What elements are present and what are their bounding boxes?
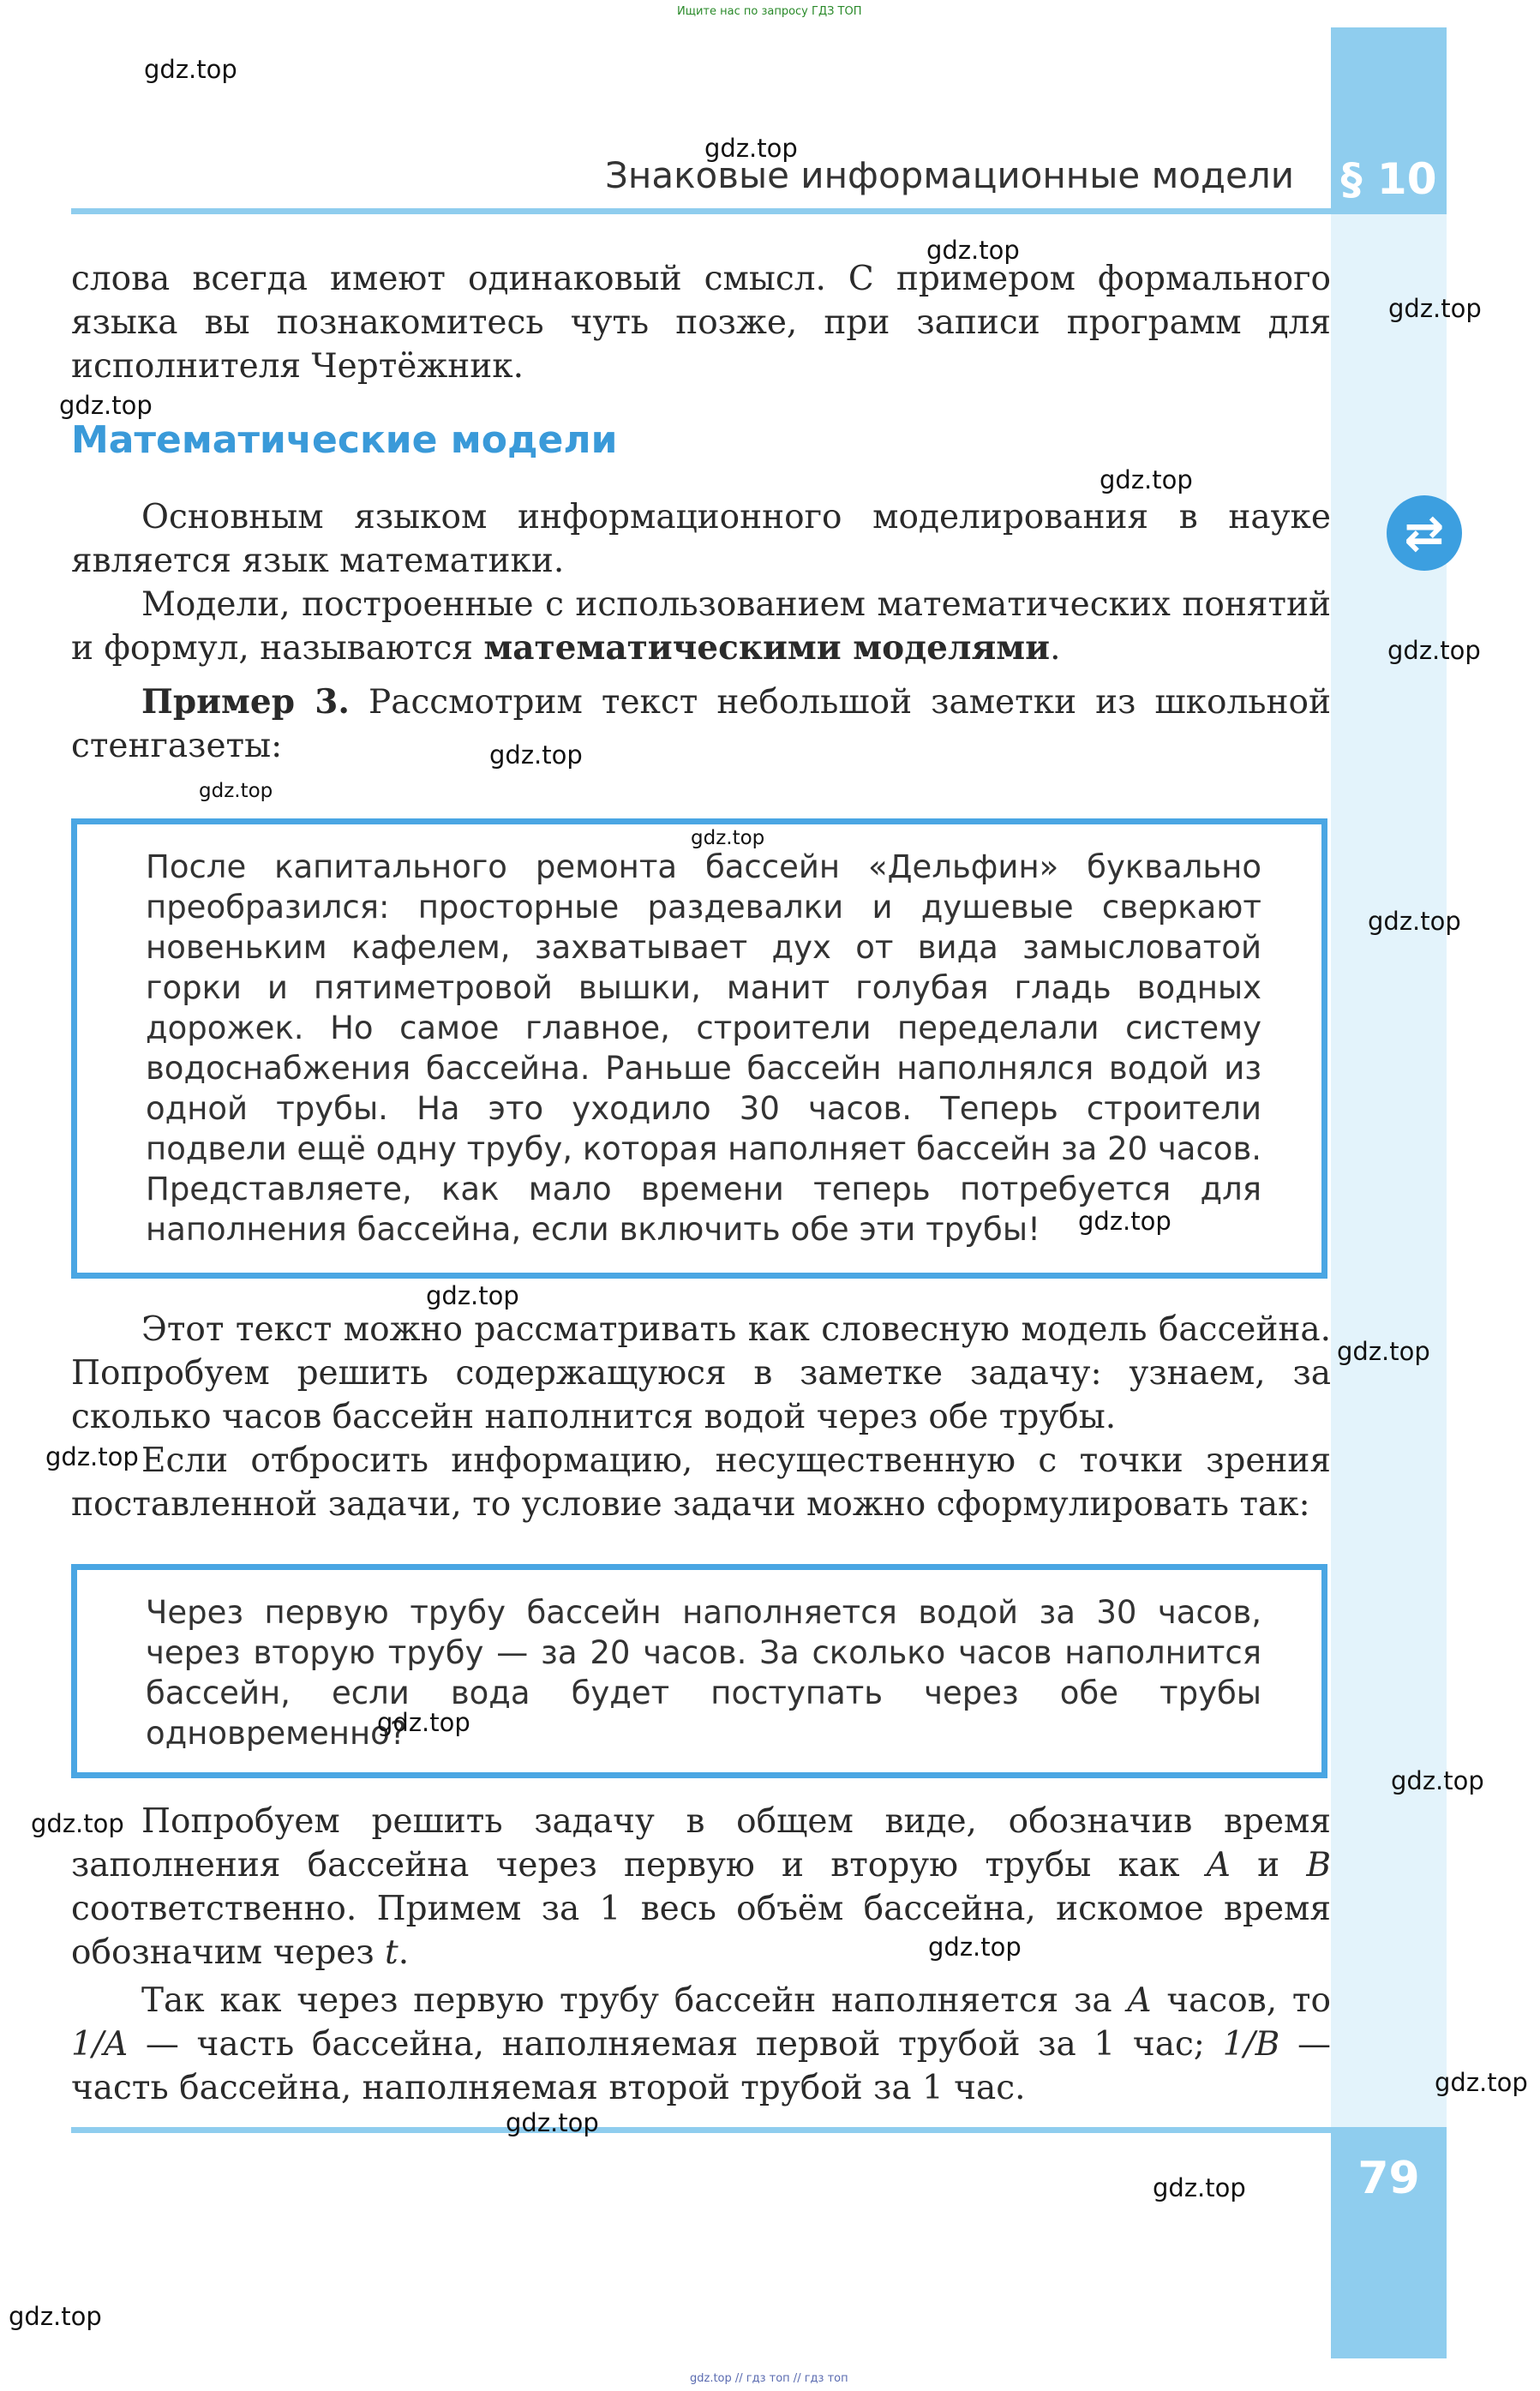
- paragraph-1: Основным языком информационного моделирования в науке является язык математики.: [71, 498, 1331, 580]
- watermark: gdz.top: [1337, 1337, 1430, 1366]
- header-rule: [71, 208, 1331, 214]
- watermark: gdz.top: [1078, 1207, 1171, 1236]
- newspaper-note-text: После капитального ремонта бассейн «Дельфин» буквально преобразился: просторные раздевалки и душевые сверкают новеньким кафелем, захватывает дух от вида замысловатой горки и пятиметровой вышки, манит голубая гладь водных дорожек. Но самое главное, строители переделали систему водоснабжения бассейна. Раньше бассейн наполнялся водой из одной трубы. На это уходило 30 часов. Теперь строители подвели ещё одну трубу, которая наполняет бассейн за 20 часов. Представляете, как мало времени теперь потребуется для наполнения бассейна, если включить обе эти трубы!: [146, 848, 1262, 1248]
- paragraph-5: Попробуем решить задачу в общем виде, обозначив время заполнения бассейна через первую и вторую трубы как A и B соответственно. Примем за 1 весь объём бассейна, искомое время обозначим через t.: [71, 1802, 1331, 1972]
- page-number: 79: [1357, 2153, 1420, 2204]
- section-heading: Математические модели: [71, 418, 618, 462]
- example-label: Пример 3.: [141, 682, 350, 722]
- watermark: gdz.top: [199, 780, 273, 802]
- paragraph-2: Модели, построенные с использованием математических понятий и формул, называются математическими моделями.: [71, 585, 1331, 668]
- watermark: gdz.top: [1153, 2173, 1246, 2202]
- page-number-tab: [1331, 2127, 1447, 2358]
- watermark: gdz.top: [144, 55, 237, 84]
- watermark: gdz.top: [426, 1281, 519, 1310]
- watermark: gdz.top: [691, 827, 765, 849]
- section-tab: [1331, 27, 1447, 214]
- analysis-paragraphs: [71, 1308, 1331, 1526]
- bottom-notice: gdz.top // гдз топ // гдз топ: [690, 2372, 848, 2385]
- watermark: gdz.top: [1435, 2068, 1528, 2097]
- intro-paragraph: [71, 257, 1331, 388]
- intro-text: слова всегда имеют одинаковый смысл. С примером формального языка вы познакомитесь чуть позже, при записи программ для исполнителя Чертёжник.: [71, 260, 1331, 386]
- watermark: gdz.top: [704, 134, 798, 163]
- watermark: gdz.top: [45, 1442, 139, 1471]
- watermark: gdz.top: [926, 236, 1020, 265]
- paragraph-4: Если отбросить информацию, несущественную с точки зрения поставленной задачи, то условие задачи можно сформулировать так:: [71, 1441, 1331, 1524]
- problem-statement-box: [71, 1564, 1327, 1778]
- watermark: gdz.top: [506, 2108, 599, 2137]
- watermark: gdz.top: [59, 391, 153, 420]
- section-number: § 10: [1340, 154, 1437, 204]
- footer-rule: [71, 2127, 1331, 2133]
- solution-paragraphs: [71, 1800, 1331, 2110]
- watermark: gdz.top: [1391, 1766, 1484, 1795]
- side-strip: [1331, 27, 1447, 2358]
- top-notice: Ищите нас по запросу ГДЗ ТОП: [677, 5, 862, 18]
- term-bold: математическими моделями: [483, 628, 1051, 668]
- paragraph-3: Этот текст можно рассматривать как словесную модель бассейна. Попробуем решить содержащуюся в заметке задачу: узнаем, за сколько часов бассейн наполнится водой через обе трубы.: [71, 1310, 1331, 1436]
- paragraph-6: Так как через первую трубу бассейн наполняется за A часов, то 1/A — часть бассейна, наполняемая первой трубой за 1 час; 1/B — часть бассейна, наполняемая второй трубой за 1 час.: [71, 1981, 1331, 2107]
- example-paragraph: Пример 3. Рассмотрим текст небольшой заметки из школьной стенгазеты:: [71, 682, 1331, 765]
- math-models-paragraphs: [71, 495, 1331, 768]
- watermark: gdz.top: [377, 1708, 470, 1737]
- watermark: gdz.top: [9, 2302, 102, 2331]
- watermark: gdz.top: [1368, 907, 1461, 936]
- watermark: gdz.top: [1100, 465, 1193, 494]
- arrows-exchange-icon: ⇄: [1387, 495, 1462, 571]
- header-title: Знаковые информационные модели: [605, 154, 1294, 196]
- watermark: gdz.top: [1387, 636, 1481, 665]
- watermark: gdz.top: [489, 740, 583, 770]
- watermark: gdz.top: [928, 1933, 1022, 1962]
- problem-statement-text: Через первую трубу бассейн наполняется водой за 30 часов, через вторую трубу — за 20 часов. За сколько часов наполнится бассейн, если вода будет поступать через обе трубы одновременно?: [146, 1594, 1261, 1752]
- watermark: gdz.top: [31, 1809, 124, 1838]
- watermark: gdz.top: [1388, 294, 1482, 323]
